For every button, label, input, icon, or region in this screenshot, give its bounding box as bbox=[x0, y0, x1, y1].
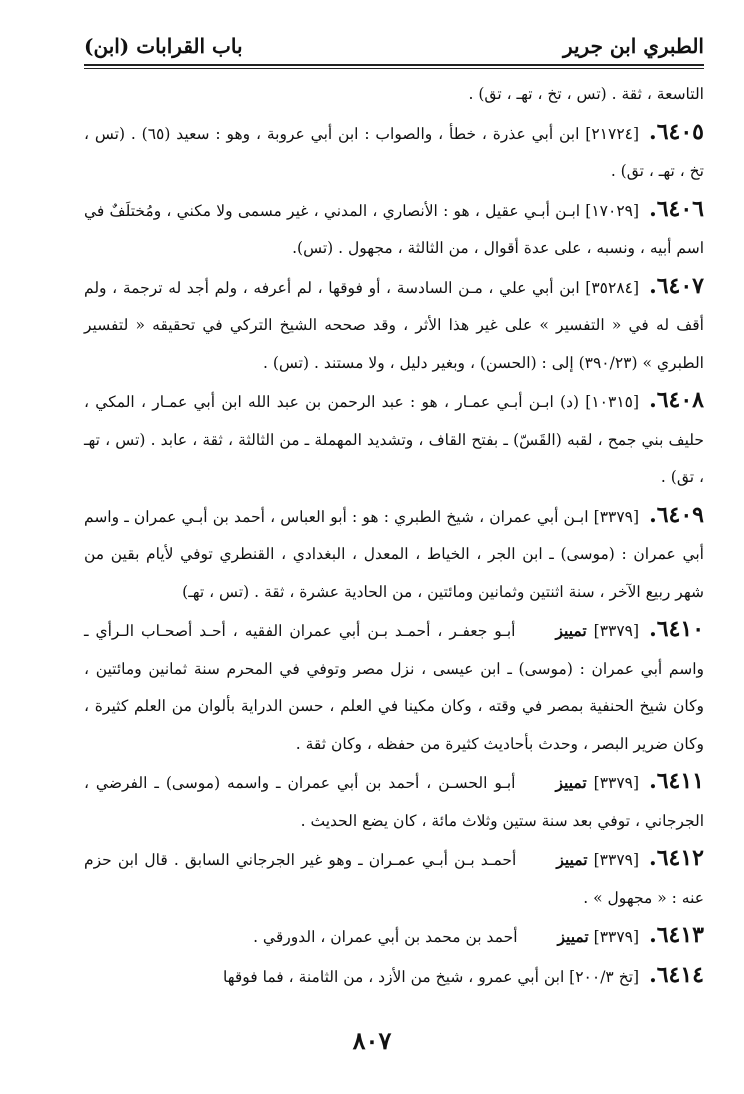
tamyiz-label: تمييز bbox=[556, 850, 588, 869]
header-book-title: الطبري ابن جرير bbox=[562, 34, 704, 58]
entry-6409 bbox=[84, 497, 704, 612]
entry-number: ٦٤١٣. bbox=[649, 922, 704, 948]
entry-number: ٦٤١١. bbox=[649, 768, 704, 794]
entry-text: أحمد بن محمد بن أبي عمران ، الدورقي . bbox=[253, 928, 518, 946]
entry-6408 bbox=[84, 382, 704, 497]
entry-text: [١٧٠٢٩] ابـن أبـي عقيل ، هو : الأنصاري ، المدني ، غير مسمى ولا مكني ، ومُختلَفٌ في اسم أبيه ، ونسبه ، على عدة أقوال ، من الثالثة ، مجهول . (تس). bbox=[84, 201, 704, 257]
entry-number: ٦٤٠٨. bbox=[649, 387, 704, 413]
entry-ref: [٣٣٧٩] bbox=[593, 928, 640, 946]
page-number: ٨٠٧ bbox=[352, 1026, 392, 1055]
continuation-text: التاسعة ، ثقة . (تس ، تخ ، تهـ ، تق) . bbox=[468, 85, 704, 103]
entry-number: ٦٤٠٥. bbox=[649, 118, 704, 145]
entry-number: ٦٤٠٦. bbox=[649, 195, 704, 222]
header-chapter-title: باب القرابات (ابن) bbox=[84, 34, 243, 58]
entry-number: ٦٤١٤. bbox=[649, 961, 704, 988]
entry-6413 bbox=[84, 917, 704, 957]
entry-6411 bbox=[84, 763, 704, 840]
entry-text: [تخ ٢٠٠/٣] ابن أبي عمرو ، شيخ من الأزد ، من الثامنة ، فما فوقها bbox=[223, 967, 640, 986]
entry-ref: [٣٣٧٩] bbox=[593, 851, 640, 869]
entry-text: [١٠٣١٥] (د) ابـن أبـي عمـار ، هو : عبد الرحمن بن عبد الله ابن أبي عمـار ، المكي ، حليف بني جمح ، لقبه (القَسّ) ـ بفتح القاف ، وتشديد المهملة ـ من الثالثة ، ثقة ، عابد . (تس ، تهـ ، تق) . bbox=[84, 393, 704, 486]
tamyiz-label: تمييز bbox=[555, 621, 587, 640]
header-rule bbox=[84, 64, 704, 69]
entry-text: أحمـد بـن أبـي عمـران ـ وهو غير الجرجاني السابق . قال ابن حزم عنه : « مجهول » . bbox=[84, 851, 704, 907]
entry-number: ٦٤١٢. bbox=[649, 845, 704, 871]
entry-text: [٣٥٢٨٤] ابن أبي علي ، مـن السادسة ، أو فوقها ، لم أعرفه ، ولم أجد له ترجمة ، ولم أقف له في « التفسير » على غير هذا الأثر ، وقد صححه الشيخ التركي في تحقيقه « لتفسير الطبري » (٣٩٠/٢٣) إلى : (الحسن) ، وبغير دليل ، ولا مستند . (تس) . bbox=[84, 278, 704, 372]
entry-ref: [٣٣٧٩] bbox=[593, 622, 640, 640]
tamyiz-label: تمييز bbox=[557, 927, 589, 946]
entry-6414 bbox=[84, 957, 704, 997]
entry-6407 bbox=[84, 268, 704, 383]
entry-text: أبـو الحسـن ، أحمد بن أبي عمران ـ واسمه (موسى) ـ الفرضي ، الجرجاني ، توفي بعد سنة ستين وثلاث مائة ، كان يضع الحديث . bbox=[84, 774, 704, 830]
entries-body bbox=[84, 76, 704, 996]
entry-number: ٦٤٠٧. bbox=[649, 272, 704, 299]
entry-6405 bbox=[84, 114, 704, 191]
running-header bbox=[84, 34, 704, 64]
entry-number: ٦٤٠٩. bbox=[649, 501, 704, 528]
entry-text: أبـو جعفـر ، أحمـد بـن أبي عمران الفقيه ، أحـد أصحـاب الـرأي ـ واسم أبي عمران : (موسى) ـ ابن عيسى ، نزل مصر وتوفي في المحرم سنة ثمانين ومائتين ، وكان شيخ الحنفية بمصر في وقته ، وكان مكينا في العلم ، حسن الدراية بألوان من العلم كثيرة ، وكان ضرير البصر ، وحدث بأحاديث كثيرة من حفظه ، وكان ثقة . bbox=[84, 622, 704, 753]
entry-text: [٢١٧٢٤] ابن أبي عذرة ، خطأ ، والصواب : ابن أبي عروبة ، وهو : سعيد (٦٥) . (تس ، تخ ، تهـ ، تق) . bbox=[84, 124, 704, 180]
entry-6406 bbox=[84, 191, 704, 268]
tamyiz-label: تمييز bbox=[555, 773, 587, 792]
entry-ref: [٣٣٧٩] bbox=[593, 774, 640, 792]
entry-text: [٣٣٧٩] ابـن أبي عمران ، شيخ الطبري : هو : أبو العباس ، أحمد بن أبـي عمران ـ واسم أبي عمران : (موسى) ـ ابن الجر ، الخياط ، المعدل ، البغدادي ، القنطري توفي لأيام بقين من شهر ربيع الآخر ، سنة اثنتين وثمانين ومائتين ، من الحادية عشرة ، ثقة . (تس ، تهـ) bbox=[84, 507, 704, 601]
entry-6410 bbox=[84, 611, 704, 763]
entry-number: ٦٤١٠. bbox=[649, 616, 705, 642]
entry-6412 bbox=[84, 840, 704, 917]
